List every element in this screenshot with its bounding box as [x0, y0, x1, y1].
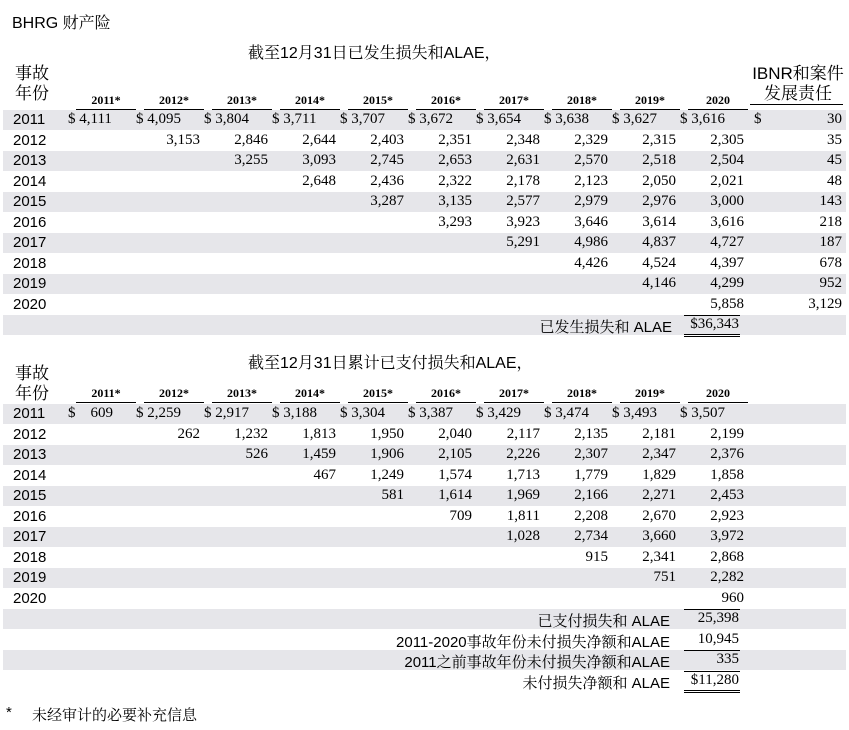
year-column-header: 2013* [212, 386, 272, 403]
value-cell: 581 [381, 487, 404, 503]
value-cell: 2,436 [370, 172, 404, 189]
year-column-header: 2020 [688, 386, 748, 403]
value-cell: 2,226 [506, 446, 540, 462]
value-cell: 1,858 [710, 466, 744, 483]
value-cell: 2,653 [438, 152, 472, 168]
incurred-title: 截至12月31日已发生损失和ALAE， [248, 45, 501, 62]
accident-year-cell: 2020 [13, 295, 47, 313]
year-column-header: 2016* [416, 93, 476, 110]
value-cell: $ 3,429 [476, 405, 521, 421]
total-value: $36,343 [690, 316, 739, 332]
accident-year-cell: 2013 [13, 152, 47, 169]
value-cell: 526 [245, 446, 268, 462]
value-cell: 2,348 [506, 131, 540, 148]
value-cell: 4,837 [642, 234, 676, 250]
value-cell: 1,906 [370, 446, 404, 462]
value-cell: 960 [721, 589, 744, 606]
value-cell: 2,166 [574, 487, 608, 503]
accident-year-cell: 2011 [13, 111, 46, 128]
value-cell: 4,299 [710, 275, 744, 291]
value-cell: 751 [653, 569, 676, 585]
accident-year-cell: 2017 [13, 528, 47, 545]
value-cell: 5,291 [506, 234, 540, 250]
value-cell: $ 2,259 [136, 405, 181, 421]
value-cell: 2,670 [642, 507, 676, 524]
accident-year-cell: 2014 [13, 172, 47, 190]
value-cell: 2,846 [234, 131, 268, 148]
value-cell: 1,574 [438, 466, 472, 483]
total-label: 已发生损失和 ALAE [539, 319, 672, 336]
year-column-header: 2019* [620, 386, 680, 403]
accident-year-cell: 2011 [13, 405, 46, 422]
year-column-header: 2020 [688, 93, 748, 110]
ibnr-cell: 678 [819, 254, 842, 271]
accident-year-cell: 2020 [13, 589, 47, 607]
year-column-header: 2019* [620, 93, 680, 110]
year-column-header: 2014* [280, 386, 340, 403]
value-cell: 3,660 [642, 528, 676, 544]
value-cell: 2,315 [642, 131, 676, 148]
paid-accident-year-label: 事故年份 [15, 364, 49, 403]
value-cell: 2,117 [506, 425, 540, 442]
value-cell: $ 2,917 [204, 405, 249, 421]
ibnr-dollar: $ [754, 111, 762, 127]
ibnr-header: IBNR和案件发展责任 [752, 64, 844, 103]
value-cell: 1,232 [234, 425, 268, 442]
year-column-header: 2015* [348, 93, 408, 110]
value-cell: $ 3,804 [204, 111, 249, 127]
value-cell: 2,403 [370, 131, 404, 148]
value-cell: 1,969 [506, 487, 540, 503]
value-cell: $ 3,304 [340, 405, 385, 421]
value-cell: 2,105 [438, 446, 472, 462]
value-cell: 3,616 [710, 213, 744, 230]
value-cell: 2,123 [574, 172, 608, 189]
accident-year-cell: 2014 [13, 466, 47, 484]
ibnr-cell: 218 [819, 213, 842, 230]
value-cell: 3,646 [574, 213, 608, 230]
summary-value: 10,945 [697, 630, 739, 647]
accident-year-cell: 2018 [13, 254, 47, 272]
value-cell: 2,135 [574, 425, 608, 442]
year-column-header: 2014* [280, 93, 340, 110]
value-cell: 1,614 [438, 487, 472, 503]
value-cell: 1,713 [506, 466, 540, 483]
value-cell: 2,282 [710, 569, 744, 585]
value-cell: $ 3,654 [476, 111, 521, 127]
accident-year-cell: 2016 [13, 507, 47, 525]
value-cell: 2,745 [370, 152, 404, 168]
value-cell: 2,868 [710, 548, 744, 565]
value-cell: $ 3,616 [680, 111, 725, 127]
ibnr-cell: 30 [827, 111, 842, 127]
accident-year-cell: 2012 [13, 425, 47, 443]
value-cell: 709 [449, 507, 472, 524]
value-cell: 4,146 [642, 275, 676, 291]
company-name: BHRG 财产险 [12, 15, 111, 32]
value-cell: $ 609 [68, 405, 113, 421]
value-cell: 3,923 [506, 213, 540, 230]
summary-value: $11,280 [690, 671, 739, 688]
summary-value: 25,398 [697, 610, 739, 626]
value-cell: $ 3,627 [612, 111, 657, 127]
year-column-header: 2012* [144, 386, 204, 403]
ibnr-cell: 3,129 [808, 295, 842, 312]
value-cell: 1,813 [302, 425, 336, 442]
incurred-table [0, 110, 849, 335]
value-cell: 2,307 [574, 446, 608, 462]
value-cell: 3,093 [302, 152, 336, 168]
value-cell: 4,727 [710, 234, 744, 250]
value-cell: 1,779 [574, 466, 608, 483]
accident-year-cell: 2013 [13, 446, 47, 463]
year-column-header: 2018* [552, 93, 612, 110]
value-cell: $ 4,111 [68, 111, 112, 127]
summary-rule [684, 671, 740, 672]
value-cell: 4,397 [710, 254, 744, 271]
value-cell: 3,000 [710, 193, 744, 209]
value-cell: 5,858 [710, 295, 744, 312]
value-cell: 2,178 [506, 172, 540, 189]
value-cell: 1,811 [506, 507, 540, 524]
accident-year-cell: 2012 [13, 131, 47, 149]
value-cell: 2,734 [574, 528, 608, 544]
summary-rule [684, 609, 740, 610]
value-cell: 467 [313, 466, 336, 483]
value-cell: $ 3,387 [408, 405, 453, 421]
value-cell: $ 4,095 [136, 111, 181, 127]
value-cell: $ 3,188 [272, 405, 317, 421]
value-cell: 1,028 [506, 528, 540, 544]
accident-year-cell: 2015 [13, 193, 47, 210]
value-cell: 2,376 [710, 446, 744, 462]
summary-label: 已支付损失和 ALAE [537, 613, 670, 630]
value-cell: 3,972 [710, 528, 744, 544]
value-cell: 1,249 [370, 466, 404, 483]
value-cell: 3,614 [642, 213, 676, 230]
value-cell: 2,570 [574, 152, 608, 168]
year-column-header: 2017* [484, 93, 544, 110]
value-cell: 3,287 [370, 193, 404, 209]
value-cell: 2,199 [710, 425, 744, 442]
accident-year-cell: 2016 [13, 213, 47, 231]
summary-value: 335 [716, 651, 739, 667]
value-cell: 4,426 [574, 254, 608, 271]
value-cell: 4,524 [642, 254, 676, 271]
value-cell: 2,577 [506, 193, 540, 209]
value-cell: 2,648 [302, 172, 336, 189]
year-column-header: 2012* [144, 93, 204, 110]
summary-label: 2011-2020事故年份未付损失净额和ALAE [396, 633, 670, 651]
value-cell: $ 3,638 [544, 111, 589, 127]
paid-table [0, 404, 849, 694]
value-cell: $ 3,711 [272, 111, 317, 127]
value-cell: 1,950 [370, 425, 404, 442]
value-cell: 2,518 [642, 152, 676, 168]
value-cell: 2,453 [710, 487, 744, 503]
value-cell: 2,050 [642, 172, 676, 189]
accident-year-cell: 2019 [13, 569, 47, 586]
ibnr-cell: 187 [819, 234, 842, 250]
incurred-year-header [0, 93, 849, 109]
value-cell: 1,459 [302, 446, 336, 462]
value-cell: $ 3,672 [408, 111, 453, 127]
value-cell: 3,153 [166, 131, 200, 148]
value-cell: 2,181 [642, 425, 676, 442]
incurred-accident-year-label: 事故年份 [15, 64, 49, 103]
value-cell: 2,305 [710, 131, 744, 148]
value-cell: 2,347 [642, 446, 676, 462]
year-column-header: 2011* [76, 93, 136, 110]
value-cell: 2,329 [574, 131, 608, 148]
ibnr-cell: 48 [827, 172, 842, 189]
value-cell: $ 3,493 [612, 405, 657, 421]
value-cell: 3,255 [234, 152, 268, 168]
value-cell: 2,504 [710, 152, 744, 168]
ibnr-cell: 45 [827, 152, 842, 168]
year-column-header: 2017* [484, 386, 544, 403]
value-cell: 3,135 [438, 193, 472, 209]
footnote-star: * [6, 704, 12, 721]
value-cell: 2,631 [506, 152, 540, 168]
value-cell: 262 [177, 425, 200, 442]
ibnr-cell: 143 [819, 193, 842, 209]
summary-label: 2011之前事故年份未付损失净额和ALAE [404, 654, 670, 671]
value-cell: 2,341 [642, 548, 676, 565]
value-cell: $ 3,507 [680, 405, 725, 421]
value-cell: 4,986 [574, 234, 608, 250]
value-cell: 3,293 [438, 213, 472, 230]
summary-label: 未付损失净额和 ALAE [522, 674, 670, 692]
value-cell: 2,322 [438, 172, 472, 189]
value-cell: 2,923 [710, 507, 744, 524]
value-cell: 2,208 [574, 507, 608, 524]
total-double-rule [684, 334, 740, 337]
value-cell: $ 3,707 [340, 111, 385, 127]
accident-year-cell: 2018 [13, 548, 47, 566]
year-column-header: 2016* [416, 386, 476, 403]
value-cell: 1,829 [642, 466, 676, 483]
accident-year-cell: 2019 [13, 275, 47, 292]
value-cell: 2,644 [302, 131, 336, 148]
ibnr-cell: 952 [819, 275, 842, 291]
year-column-header: 2015* [348, 386, 408, 403]
accident-year-cell: 2017 [13, 234, 47, 251]
value-cell: 2,979 [574, 193, 608, 209]
footnote-text: 未经审计的必要补充信息 [32, 707, 198, 724]
value-cell: 2,040 [438, 425, 472, 442]
paid-year-header [0, 386, 849, 402]
value-cell: $ 3,474 [544, 405, 589, 421]
year-column-header: 2011* [76, 386, 136, 403]
summary-rule [684, 650, 740, 651]
summary-double-rule [684, 690, 740, 693]
year-column-header: 2018* [552, 386, 612, 403]
value-cell: 915 [585, 548, 608, 565]
paid-title: 截至12月31日累计已支付损失和ALAE， [248, 355, 533, 372]
year-column-header: 2013* [212, 93, 272, 110]
value-cell: 2,976 [642, 193, 676, 209]
value-cell: 2,351 [438, 131, 472, 148]
ibnr-cell: 35 [827, 131, 842, 148]
accident-year-cell: 2015 [13, 487, 47, 504]
value-cell: 2,021 [710, 172, 744, 189]
value-cell: 2,271 [642, 487, 676, 503]
